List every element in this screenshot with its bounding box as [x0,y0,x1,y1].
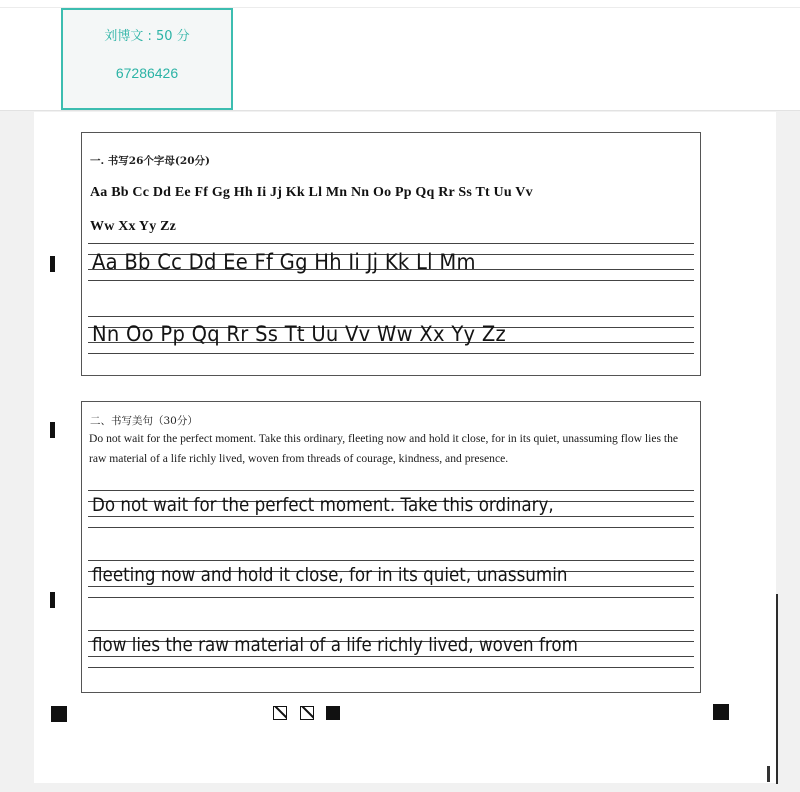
registration-mark [50,592,55,608]
section2-title: 二、书写美句（30分） [90,415,198,427]
handwritten-sentence-row-1: Do not wait for the perfect moment. Take this ordinary, [92,494,554,516]
exam-id: 67286426 [115,65,179,81]
printed-letters-row-1: Aa Bb Cc Dd Ee Ff Gg Hh Ii Jj Kk Ll Mn Nn Oo Pp Qq Rr Ss Tt Uu Vv [90,185,533,200]
paper-edge [767,766,770,782]
registration-mark [50,256,55,272]
scanned-answer-sheet [34,112,776,783]
handwritten-sentence-row-3: flow lies the raw material of a life richly lived, woven from [92,634,578,656]
top-bar [0,0,800,111]
section-sentence [81,401,701,693]
section-letters [81,132,701,376]
crossed-box-icon [300,706,314,720]
paper-edge [776,594,778,784]
registration-mark [50,422,55,438]
filled-box-icon [326,706,340,720]
crossed-box-icon [273,706,287,720]
printed-sentence: Do not wait for the perfect moment. Take this ordinary, fleeting now and hold it close, for in its quiet, unassuming flow lies the raw material of a life richly lived, woven from threads of courage, kindness, and presence. [89,432,679,465]
score-card[interactable] [61,8,233,110]
registration-mark [713,704,729,720]
section1-title: 一. 书写26个字母(20分) [90,155,210,167]
handwritten-letters-row-2: Nn Oo Pp Qq Rr Ss Tt Uu Vv Ww Xx Yy Zz [92,322,507,346]
handwritten-sentence-row-2: fleeting now and hold it close, for in its quiet, unassumin [92,564,568,586]
registration-mark [51,706,67,722]
handwritten-letters-row-1: Aa Bb Cc Dd Ee Ff Gg Hh Ii Jj Kk Ll Mm [92,250,476,274]
student-score: 刘博文 : 50 分 [104,29,190,44]
printed-letters-row-2: Ww Xx Yy Zz [90,219,177,234]
